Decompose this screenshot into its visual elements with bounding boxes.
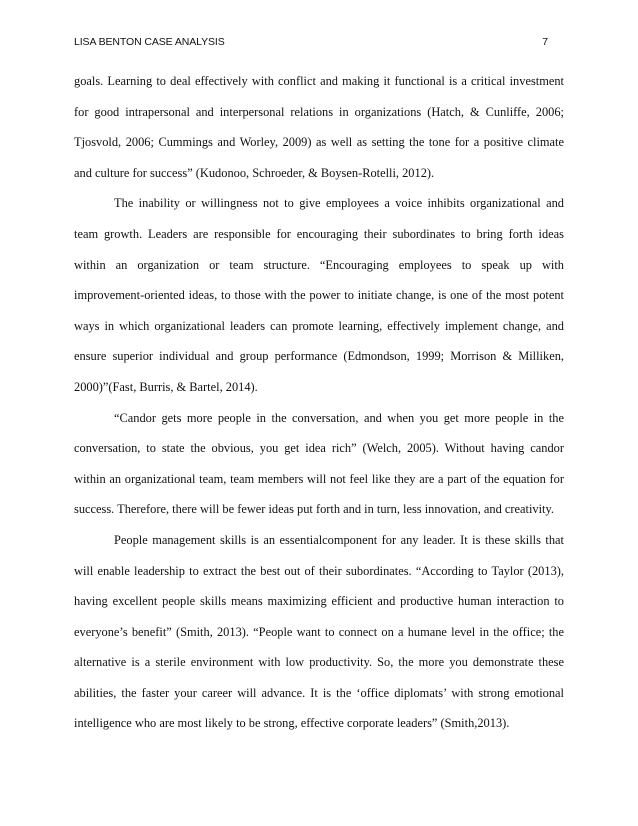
text-line: People management skills is an essentialcomponent for any leader. It is these skills that	[114, 532, 564, 547]
text-line: goals. Learning to deal effectively with conflict and making it functional is a critical investment	[74, 74, 564, 88]
text-line: and culture for success” (Kudonoo, Schroeder, & Boysen-Rotelli, 2012).	[74, 165, 435, 180]
text-line: intelligence who are most likely to be strong, effective corporate leaders” (Smith,2013).	[74, 716, 510, 731]
text-line: success. Therefore, there will be fewer ideas put forth and in turn, less innovation, and creativity.	[74, 502, 554, 517]
text-line: alternative is a sterile environment with low productivity. So, the more you demonstrate these	[74, 655, 564, 670]
body-text	[74, 66, 564, 739]
text-line: for good intrapersonal and interpersonal relations in organizations (Hatch, & Cunliffe, 2006;	[74, 104, 564, 119]
text-line: team growth. Leaders are responsible for encouraging their subordinates to bring forth ideas	[74, 226, 564, 241]
page-header	[74, 36, 548, 52]
running-head: LISA BENTON CASE ANALYSIS	[74, 36, 225, 48]
text-line: having excellent people skills means maximizing efficient and productive human interaction to	[74, 594, 564, 609]
text-line: ensure superior individual and group performance (Edmondson, 1999; Morrison & Milliken,	[74, 349, 564, 364]
text-line: 2000)”(Fast, Burris, & Bartel, 2014).	[74, 379, 258, 394]
text-line: abilities, the faster your career will advance. It is the ‘office diplomats’ with strong emotional	[74, 685, 564, 700]
text-line: will enable leadership to extract the best out of their subordinates. “According to Taylor (2013),	[74, 563, 564, 578]
text-line: Tjosvold, 2006; Cummings and Worley, 2009) as well as setting the tone for a positive climate	[74, 135, 564, 150]
text-line: everyone’s benefit” (Smith, 2013). “People want to connect on a humane level in the office; the	[74, 624, 564, 639]
text-line: ways in which organizational leaders can promote learning, effectively implement change, and	[74, 318, 564, 333]
text-line: conversation, to state the obvious, you get idea rich” (Welch, 2005). Without having candor	[74, 441, 564, 456]
page-number: 7	[542, 36, 548, 48]
text-line: within an organizational team, team members will not feel like they are a part of the equation for	[74, 471, 564, 486]
text-line: within an organization or team structure. “Encouraging employees to speak up with	[74, 257, 564, 272]
text-line: The inability or willingness not to give employees a voice inhibits organizational and	[114, 196, 564, 211]
text-line: improvement-oriented ideas, to those with the power to initiate change, is one of the most potent	[74, 288, 564, 303]
text-line: “Candor gets more people in the conversation, and when you get more people in the	[114, 410, 564, 425]
